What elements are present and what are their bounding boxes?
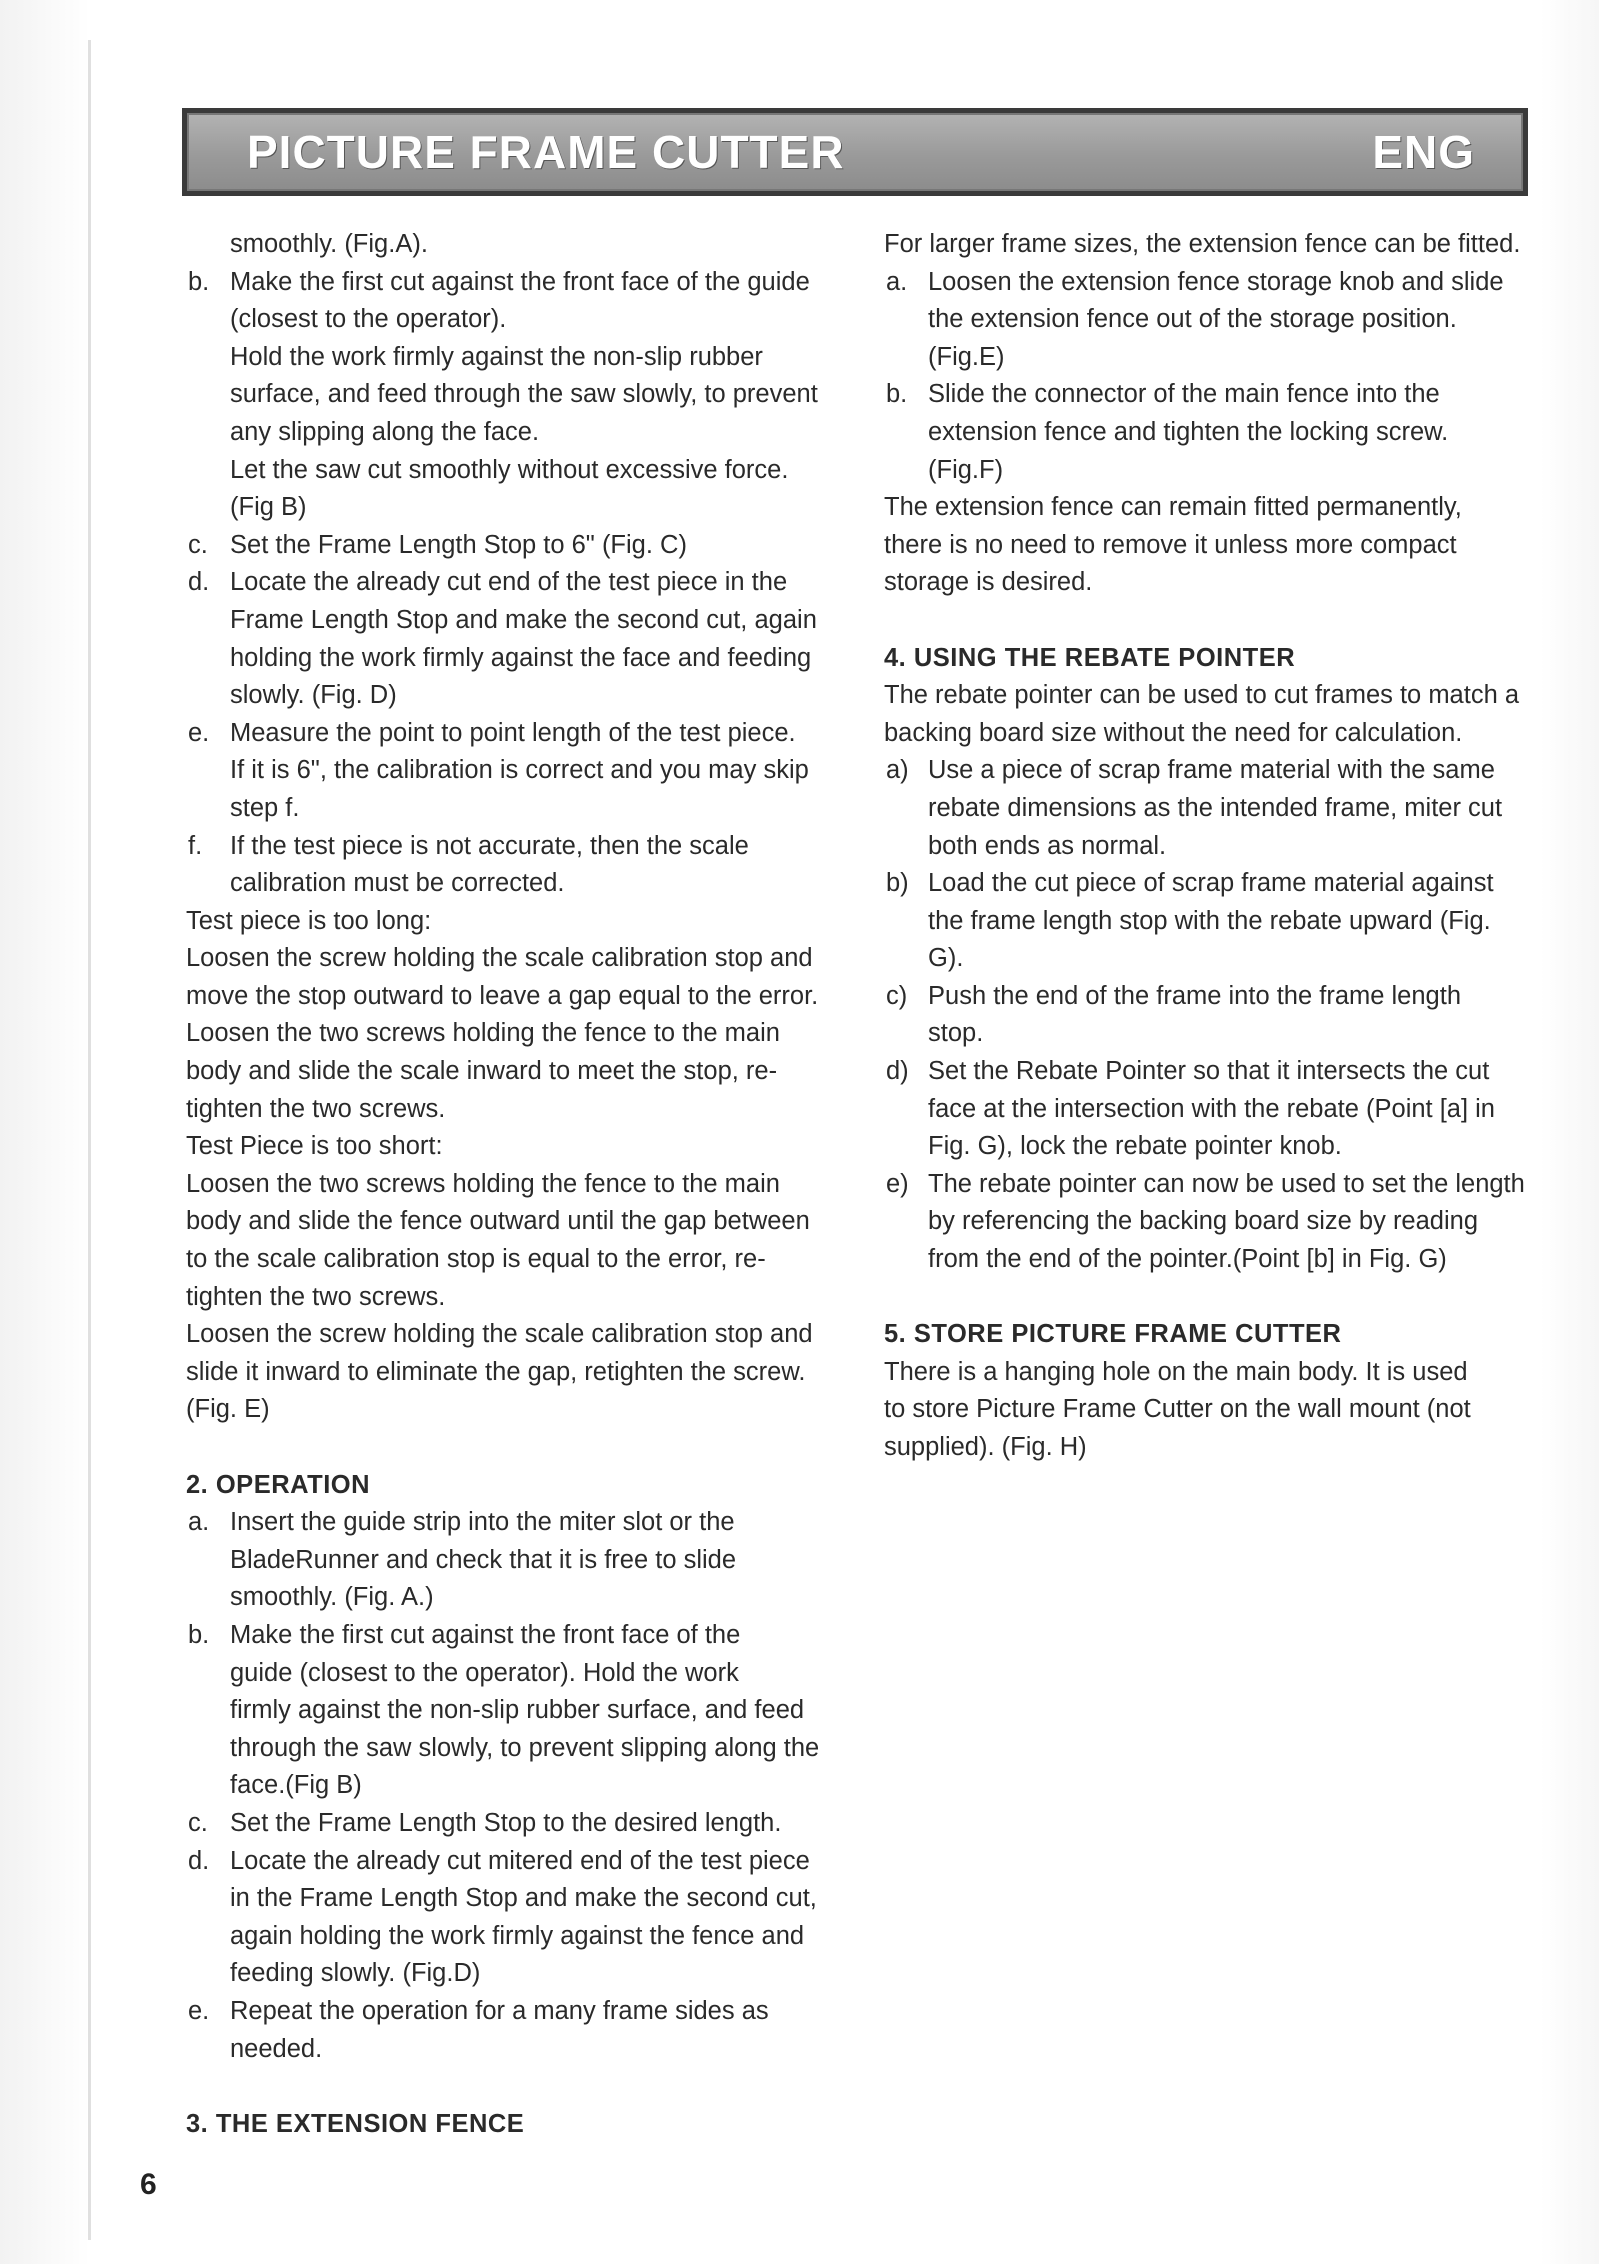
list-marker: b.: [188, 267, 210, 296]
list-item-text: Locate the already cut mitered end of the test piece: [230, 1846, 810, 1875]
paragraph-line: For larger frame sizes, the extension fence can be fitted.: [884, 230, 1521, 258]
paragraph-line: Test Piece is too short:: [186, 1132, 443, 1161]
list-item-continuation: in the Frame Length Stop and make the second cut,: [230, 1884, 817, 1913]
section-header-bar: [182, 108, 1528, 196]
list-item-text: Measure the point to point length of the test piece.: [230, 718, 796, 747]
list-item: [884, 865, 1544, 903]
paragraph-line: to the scale calibration stop is equal to the error, re-: [186, 1245, 766, 1274]
list-item-text: Set the Frame Length Stop to 6" (Fig. C): [230, 530, 687, 559]
header-title: PICTURE FRAME CUTTER: [247, 126, 845, 178]
list-item-continuation: the frame length stop with the rebate upward (Fig.: [928, 906, 1491, 935]
language-label: ENG: [1372, 126, 1475, 178]
spacer: [186, 2068, 846, 2106]
paragraph-line: body and slide the scale inward to meet the stop, re-: [186, 1057, 778, 1086]
list-item: [186, 1805, 846, 1843]
list-item-continuation: guide (closest to the operator). Hold the work: [230, 1658, 739, 1687]
list-item-text: Slide the connector of the main fence into the: [928, 380, 1440, 409]
list-item-continuation: Let the saw cut smoothly without excessive force.: [230, 455, 789, 484]
list-marker: b.: [188, 1620, 210, 1649]
list-item-continuation: calibration must be corrected.: [230, 869, 565, 898]
list-marker: b.: [886, 380, 908, 409]
list-item-text: Make the first cut against the front face of the: [230, 1620, 741, 1649]
list-item-text: Load the cut piece of scrap frame material against: [928, 869, 1494, 898]
section-heading: 3. THE EXTENSION FENCE: [186, 2109, 525, 2138]
list-item-continuation: extension fence and tighten the locking screw.: [928, 417, 1449, 446]
list-item: [186, 828, 846, 866]
paragraph-line: tighten the two screws.: [186, 1094, 446, 1123]
paragraph-line: there is no need to remove it unless more compact: [884, 530, 1457, 559]
list-item-continuation: needed.: [230, 2034, 323, 2063]
list-item-text: Loosen the extension fence storage knob and slide: [928, 267, 1504, 296]
list-item-text: Use a piece of scrap frame material with the same: [928, 756, 1495, 785]
section-heading: 5. STORE PICTURE FRAME CUTTER: [884, 1320, 1342, 1349]
list-item-continuation: through the saw slowly, to prevent slipping along the: [230, 1733, 820, 1762]
list-item-continuation: firmly against the non-slip rubber surface, and feed: [230, 1696, 805, 1725]
list-item-continuation: holding the work firmly against the face and feeding: [230, 643, 812, 672]
list-item-continuation: the extension fence out of the storage position.: [928, 305, 1457, 334]
paragraph-line: to store Picture Frame Cutter on the wall mount (not: [884, 1395, 1471, 1424]
section-heading: 2. OPERATION: [186, 1470, 371, 1499]
paragraph-line: Loosen the two screws holding the fence to the main: [186, 1169, 780, 1198]
list-item-text: If the test piece is not accurate, then the scale: [230, 831, 749, 860]
list-item: [884, 1053, 1544, 1091]
paragraph-line: (Fig. E): [186, 1395, 270, 1424]
paragraph-line: Test piece is too long:: [186, 906, 432, 935]
paragraph-line: supplied). (Fig. H): [884, 1433, 1087, 1461]
list-item-continuation: smoothly. (Fig.A).: [230, 230, 428, 258]
list-marker: e): [886, 1169, 909, 1198]
list-item: [186, 1993, 846, 2031]
spacer: [884, 602, 1544, 640]
list-item-continuation: Hold the work firmly against the non-slip rubber: [230, 342, 763, 371]
list-item-text: Repeat the operation for a many frame sides as: [230, 1996, 769, 2025]
list-item-text: The rebate pointer can now be used to set the length: [928, 1169, 1525, 1198]
list-item-continuation: smoothly. (Fig. A.): [230, 1583, 434, 1612]
list-item: [186, 1843, 846, 1881]
list-item-text: Set the Frame Length Stop to the desired length.: [230, 1808, 782, 1837]
list-item: [186, 1617, 846, 1655]
list-item-continuation: (Fig.F): [928, 455, 1004, 484]
list-marker: a.: [188, 1508, 210, 1537]
binding-edge: [88, 40, 91, 2240]
paragraph-line: Loosen the screw holding the scale calibration stop and: [186, 1320, 813, 1349]
paragraph-line: There is a hanging hole on the main body. It is used: [884, 1357, 1468, 1386]
list-item-continuation: again holding the work firmly against the fence and: [230, 1921, 805, 1950]
list-item-continuation: (Fig B): [230, 493, 307, 522]
list-item-continuation: feeding slowly. (Fig.D): [230, 1959, 481, 1988]
list-marker: c.: [188, 1808, 208, 1837]
paragraph-line: Loosen the screw holding the scale calibration stop and: [186, 944, 813, 973]
list-item-continuation: rebate dimensions as the intended frame, miter cut: [928, 793, 1503, 822]
list-marker: d.: [188, 1846, 210, 1875]
list-item-continuation: (Fig.E): [928, 342, 1005, 371]
list-item-continuation: stop.: [928, 1019, 984, 1048]
list-item-continuation: both ends as normal.: [928, 831, 1167, 860]
list-item: [884, 376, 1544, 414]
paragraph-line: Loosen the two screws holding the fence to the main: [186, 1019, 780, 1048]
list-marker: b): [886, 869, 909, 898]
paragraph-line: body and slide the fence outward until the gap between: [186, 1207, 810, 1236]
list-item-text: Locate the already cut end of the test piece in the: [230, 568, 788, 597]
list-item: [884, 978, 1544, 1016]
list-item-continuation: any slipping along the face.: [230, 417, 540, 446]
list-item-continuation: step f.: [230, 793, 300, 822]
list-item-text: Set the Rebate Pointer so that it intersects the cut: [928, 1057, 1490, 1086]
list-item: [186, 264, 846, 302]
list-item-continuation: face.(Fig B): [230, 1771, 362, 1800]
list-item-continuation: Frame Length Stop and make the second cut, again: [230, 605, 817, 634]
paragraph-line: The rebate pointer can be used to cut frames to match a: [884, 681, 1520, 710]
section-heading: 4. USING THE REBATE POINTER: [884, 643, 1296, 672]
paragraph-line: tighten the two screws.: [186, 1282, 446, 1311]
list-marker: e.: [188, 718, 210, 747]
paragraph-line: The extension fence can remain fitted permanently,: [884, 493, 1462, 522]
list-item: [186, 527, 846, 565]
list-marker: a.: [886, 267, 908, 296]
paragraph-line: slide it inward to eliminate the gap, retighten the screw.: [186, 1357, 806, 1386]
list-marker: c.: [188, 530, 208, 559]
paragraph-line: move the stop outward to leave a gap equal to the error.: [186, 981, 819, 1010]
list-marker: e.: [188, 1996, 210, 2025]
list-item-continuation: If it is 6", the calibration is correct and you may skip: [230, 756, 809, 785]
list-item-continuation: BladeRunner and check that it is free to slide: [230, 1545, 737, 1574]
list-item-continuation: G).: [928, 944, 964, 973]
list-marker: d.: [188, 568, 210, 597]
list-marker: f.: [188, 831, 203, 860]
list-item-continuation: by referencing the backing board size by reading: [928, 1207, 1479, 1236]
list-item-continuation: (closest to the operator).: [230, 305, 507, 334]
list-item: [884, 1166, 1544, 1204]
list-item: [884, 752, 1544, 790]
list-item-continuation: slowly. (Fig. D): [230, 681, 397, 710]
spacer: [186, 1429, 846, 1467]
list-item-continuation: surface, and feed through the saw slowly, to prevent: [230, 380, 818, 409]
list-marker: c): [886, 981, 908, 1010]
list-item-text: Insert the guide strip into the miter slot or the: [230, 1508, 735, 1537]
list-item-continuation: from the end of the pointer.(Point [b] in Fig. G): [928, 1245, 1447, 1274]
list-item-continuation: Fig. G), lock the rebate pointer knob.: [928, 1132, 1342, 1161]
page-number: 6: [140, 2168, 157, 2201]
list-item-continuation: face at the intersection with the rebate (Point [a] in: [928, 1094, 1495, 1123]
list-item: [186, 715, 846, 753]
list-marker: a): [886, 756, 909, 785]
paragraph-line: backing board size without the need for calculation.: [884, 718, 1463, 747]
list-item: [186, 564, 846, 602]
spacer: [884, 1279, 1544, 1317]
left-column: [186, 226, 846, 2143]
list-item-text: Make the first cut against the front face of the guide: [230, 267, 810, 296]
list-marker: d): [886, 1057, 909, 1086]
list-item: [186, 1504, 846, 1542]
list-item-text: Push the end of the frame into the frame length: [928, 981, 1461, 1010]
paragraph-line: storage is desired.: [884, 568, 1093, 597]
list-item: [884, 264, 1544, 302]
right-column: [884, 226, 1544, 1467]
